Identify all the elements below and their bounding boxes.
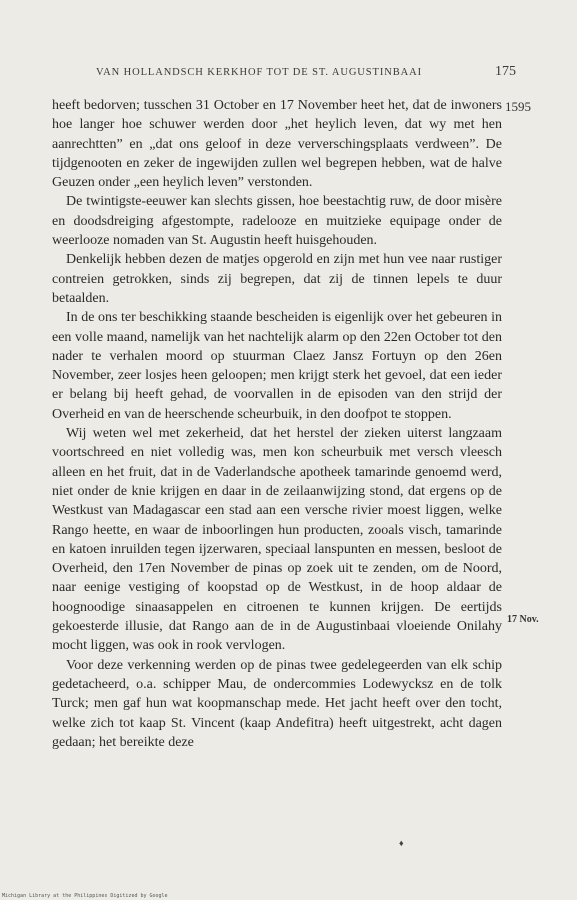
paragraph: In de ons ter beschikking staande bescheiden is eigenlijk over het gebeuren in een volle maand, namelijk van het nachtelijk alarm op den 22en October tot den nader te verhalen moord op stuurman Claez Jansz Fortuyn op den 26en November, zeer losjes heen geloopen; men krijgt sterk het gevoel, dat een ieder er belang bij heeft gehad, de voorvallen in de episoden van den strijd der Overheid en van de heerschende scheurbuik, in den doofpot te stoppen. xyxy=(52,310,502,422)
paragraph: Voor deze verkenning werden op de pinas twee gedelegeerden van elk schip gedetacheerd, o.a. schipper Mau, de ondercommies Lodewycksz en de tolk Turck; men gaf hun wat koopmanschap mede. Het jacht heeft over den tocht, welke zich tot kaap St. Vincent (kaap Andefitra) heeft uitgestrekt, acht dagen gedaan; het bereikte deze xyxy=(52,657,502,750)
page-number: 175 xyxy=(495,64,516,79)
running-title: VAN HOLLANDSCH KERKHOF TOT DE ST. AUGUSTINBAAI xyxy=(96,67,422,78)
scan-footer: Michigan Library at the Philippines Digitized by Google xyxy=(2,893,168,899)
paragraph: Wij weten wel met zekerheid, dat het herstel der zieken uiterst langzaam voortschreed en niet volledig was, men kon scheurbuik met versch vleesch alleen en het fruit, dat in de Vaderlandsche apotheek tamarinde genoemd werd, niet onder de knie krijgen en daar in de zeilaanwijzing stond, dat ergens op de Westkust van Madagascar een stad aan een versche rivier moest liggen, welke Rango heette, en waar de inboorlingen hun producten, zooals visch, tamarinde en katoen inruilden tegen ijzerwaren, speciaal lanspunten en messen, besloot de Overheid, den 17en November de pinas op zoek uit te zenden, om de Noord, naar eenige vestiging of koopstad op de Westkust, in de hoop aldaar de hoognoodige sinaasappelen en citroenen te kunnen krijgen. De eertijds gekoesterde illusie, dat Rango aan de in de Augustinbaai vloeiende Onilahy mocht liggen, was ook in rook vervlogen. xyxy=(52,426,502,654)
margin-date-note: 17 Nov. xyxy=(507,614,539,625)
paragraph: De twintigste-eeuwer kan slechts gissen, hoe beestachtig ruw, de door misère en doodsdreiging afgestompte, radelooze en muitzieke equipage onder de weerlooze nomaden van St. Augustin heeft huisgehouden. xyxy=(52,194,502,249)
paragraph: heeft bedorven; tusschen 31 October en 17 November heet het, dat de inwoners hoe langer hoe schuwer werden door „het heylich leven, dat wy met hen aanrechtten” en „dat ons geloof in deze ververschingsplaats verdween”. De tijdgenooten en zeker de ingewijden zullen wel begrepen hebben, wat de halve Geuzen onder „een heylich leven” verstonden. xyxy=(52,98,502,191)
ornament-mark-icon: ♦ xyxy=(399,838,404,848)
body-text xyxy=(52,96,502,752)
paragraph: Denkelijk hebben dezen de matjes opgerold en zijn met hun vee naar rustiger contreien getrokken, sinds zij begrepen, dat zij de tinnen lepels te duur betaalden. xyxy=(52,252,502,306)
margin-year: 1595 xyxy=(505,99,531,114)
running-head xyxy=(96,64,516,80)
